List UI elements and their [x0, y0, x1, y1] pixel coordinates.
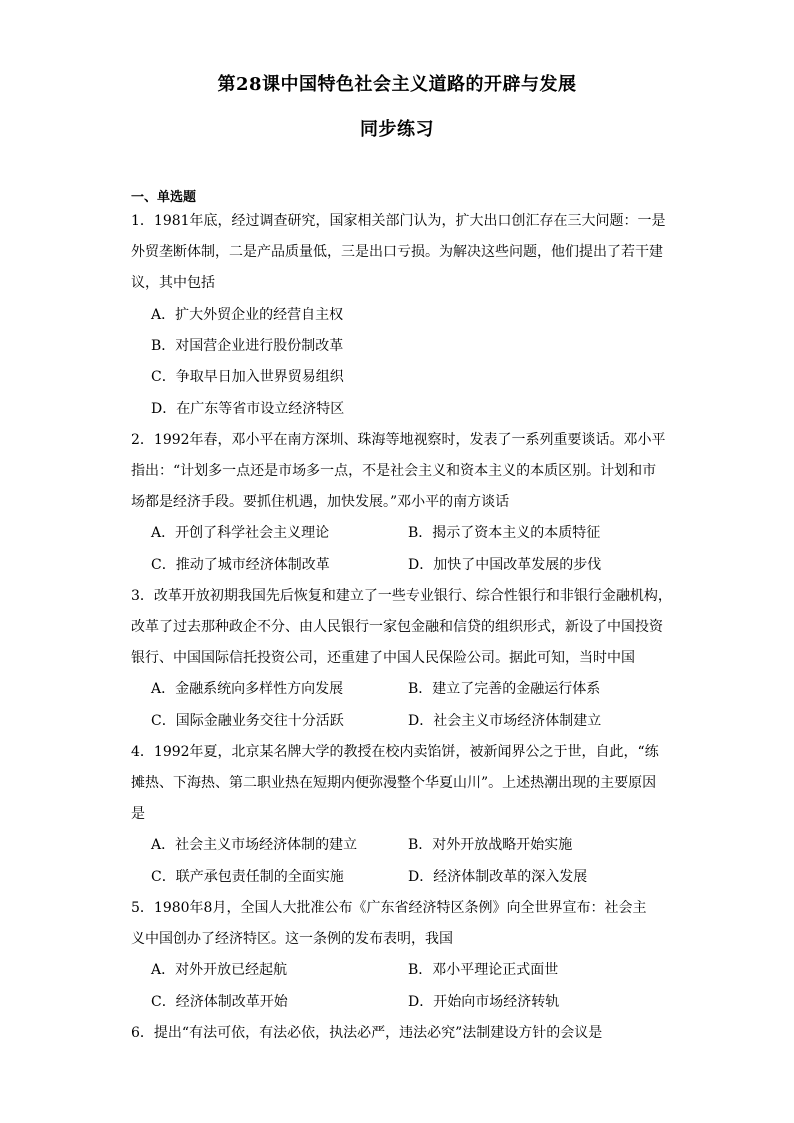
question-1-option-d: D．在广东等省市设立经济特区 [151, 401, 345, 417]
question-1-option-a: A．扩大外贸企业的经营自主权 [151, 307, 344, 323]
question-4-line-3: 是 [131, 806, 145, 822]
question-2-line-1: 2．1992年春，邓小平在南方深圳、珠海等地视察时，发表了一系列重要谈话。邓小平 [131, 432, 666, 448]
question-2-line-3: 场都是经济手段。要抓住机遇，加快发展。”邓小平的南方谈话 [131, 494, 510, 510]
question-5-line-1: 5．1980年8月，全国人大批准公布《广东省经济特区条例》向全世界宣布：社会主 [131, 900, 647, 916]
question-6-line-1: 6．提出“有法可依，有法必依，执法必严，违法必究”法制建设方针的会议是 [131, 1025, 603, 1041]
question-3-option-c: C．国际金融业务交往十分活跃 [151, 713, 344, 729]
section-heading: 一、单选题 [131, 190, 197, 205]
question-2-option-d: D．加快了中国改革发展的步伐 [408, 557, 602, 573]
question-5-line-2: 义中国创办了经济特区。这一条例的发布表明，我国 [131, 931, 453, 947]
question-1-line-2: 外贸垄断体制，二是产品质量低，三是出口亏损。为解决这些问题，他们提出了若干建 [131, 244, 663, 260]
question-2-option-b: B．揭示了资本主义的本质特征 [408, 525, 601, 541]
question-3-option-b: B．建立了完善的金融运行体系 [408, 681, 601, 697]
question-4-option-d: D．经济体制改革的深入发展 [408, 869, 588, 885]
question-4-option-c: C．联产承包责任制的全面实施 [151, 869, 344, 885]
question-3-line-2: 改革了过去那种政企不分、由人民银行一家包金融和信贷的组织形式，新设了中国投资 [131, 619, 663, 635]
question-3-line-1: 3．改革开放初期我国先后恢复和建立了一些专业银行、综合性银行和非银行金融机构， [131, 588, 672, 604]
question-2-option-c: C．推动了城市经济体制改革 [151, 557, 330, 573]
question-3-line-3: 银行、中国国际信托投资公司，还重建了中国人民保险公司。据此可知，当时中国 [131, 650, 635, 666]
question-1-line-1: 1．1981年底，经过调查研究，国家相关部门认为，扩大出口创汇存在三大问题：一是 [131, 213, 666, 229]
question-3-option-d: D．社会主义市场经济体制建立 [408, 713, 602, 729]
question-2-line-2: 指出：“计划多一点还是市场多一点，不是社会主义和资本主义的本质区别。计划和市 [131, 463, 657, 479]
question-1-option-c: C．争取早日加入世界贸易组织 [151, 369, 344, 385]
question-1-line-3: 议，其中包括 [131, 275, 215, 291]
question-4-line-2: 摊热、下海热、第二职业热在短期内便弥漫整个华夏山川”。上述热潮出现的主要原因 [131, 775, 657, 791]
question-1-option-b: B．对国营企业进行股份制改革 [151, 338, 344, 354]
question-4-option-b: B．对外开放战略开始实施 [408, 837, 573, 853]
question-5-option-d: D．开始向市场经济转轨 [408, 994, 560, 1010]
question-2-option-a: A．开创了科学社会主义理论 [151, 525, 330, 541]
question-5-option-b: B．邓小平理论正式面世 [408, 962, 559, 978]
question-4-option-a: A．社会主义市场经济体制的建立 [151, 837, 358, 853]
page-subtitle: 同步练习 [360, 119, 434, 140]
question-5-option-c: C．经济体制改革开始 [151, 994, 288, 1010]
question-4-line-1: 4．1992年夏，北京某名牌大学的教授在校内卖馅饼，被新闻界公之于世，自此，“练 [131, 744, 659, 760]
question-5-option-a: A．对外开放已经起航 [151, 962, 288, 978]
question-3-option-a: A．金融系统向多样性方向发展 [151, 681, 344, 697]
page-title: 第28课中国特色社会主义道路的开辟与发展 [217, 74, 577, 95]
